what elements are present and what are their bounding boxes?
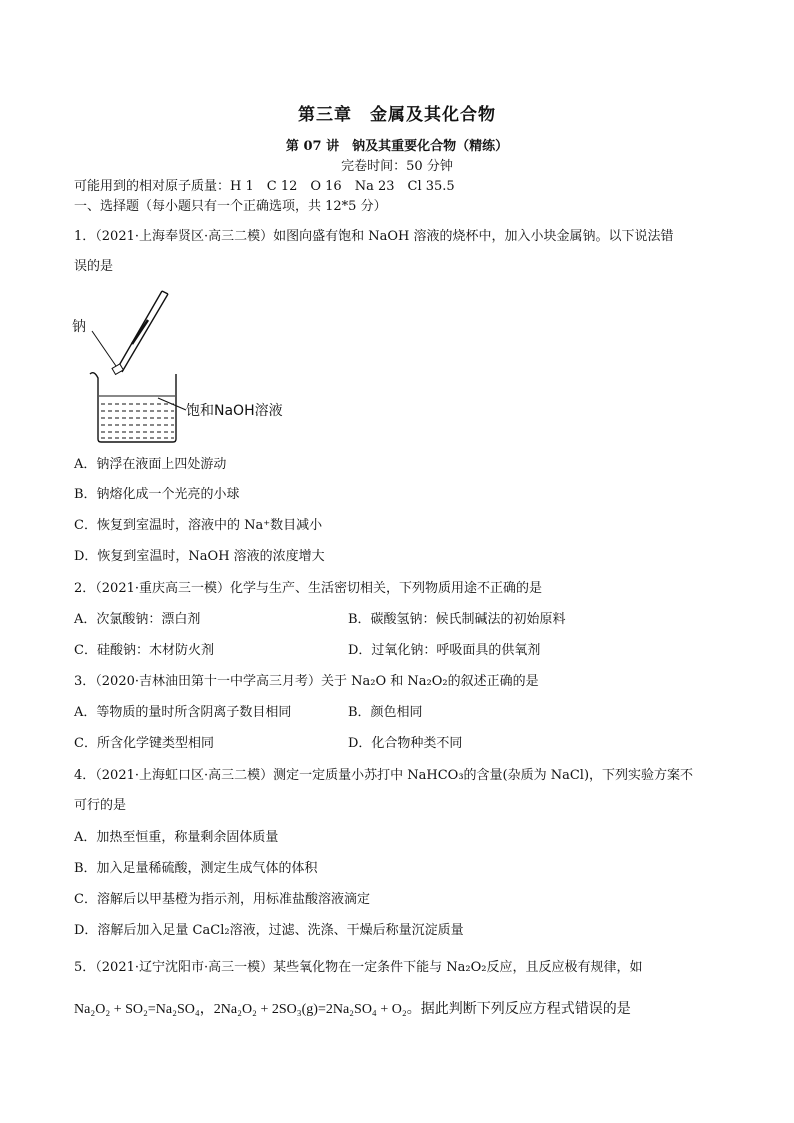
figure-label-na: 钠 — [72, 319, 86, 335]
q5-stem-line2: Na₂O₂ + SO₂=Na₂SO₄，2Na₂O₂ + 2SO₃(g)=2Na₂SO₄ + O₂。据此判断下列反应方程式错误的是 — [74, 1002, 631, 1017]
section-heading: 一、选择题（每小题只有一个正确选项，共 12*5 分） — [74, 199, 387, 214]
q3-option-d: D．化合物种类不同 — [348, 736, 463, 751]
q4-option-a: A．加热至恒重，称量剩余固体质量 — [74, 830, 279, 845]
atomic-masses: 可能用到的相对原子质量：H 1 C 12 O 16 Na 23 Cl 35.5 — [74, 179, 455, 194]
tweezers-icon — [112, 291, 168, 374]
q1-option-d: D．恢复到室温时，NaOH 溶液的浓度增大 — [74, 549, 325, 564]
q2-option-c: C．硅酸钠：木材防火剂 — [74, 643, 214, 658]
chapter-title: 第三章 金属及其化合物 — [298, 105, 496, 125]
q3-stem: 3．（2020·吉林油田第十一中学高三月考）关于 Na₂O 和 Na₂O₂的叙述正确的是 — [74, 674, 539, 689]
q4-option-b: B．加入足量稀硫酸，测定生成气体的体积 — [74, 861, 318, 876]
q1-option-a: A．钠浮在液面上四处游动 — [74, 457, 227, 472]
q2-stem: 2．（2021·重庆高三一模）化学与生产、生活密切相关，下列物质用途不正确的是 — [74, 581, 542, 596]
solution-hatching — [101, 404, 174, 438]
q5-stem-line1: 5．（2021·辽宁沈阳市·高三一模）某些氧化物在一定条件下能与 Na₂O₂反应，且反应极有规律，如 — [74, 960, 643, 975]
q4-stem-line2: 可行的是 — [74, 798, 127, 813]
q2-option-d: D．过氧化钠：呼吸面具的供氧剂 — [348, 643, 541, 658]
q3-option-b: B．颜色相同 — [348, 705, 423, 720]
q1-option-b: B．钠熔化成一个光亮的小球 — [74, 487, 240, 502]
q4-option-c: C．溶解后以甲基橙为指示剂，用标准盐酸溶液滴定 — [74, 892, 370, 907]
q1-stem-line2: 误的是 — [74, 259, 114, 274]
q1-stem-line1: 1．（2021·上海奉贤区·高三二模）如图向盛有饱和 NaOH 溶液的烧杯中，加入小块金属钠。以下说法错 — [74, 229, 674, 244]
q4-option-d: D．溶解后加入足量 CaCl₂溶液，过滤、洗涤、干燥后称量沉淀质量 — [74, 923, 464, 938]
q1-option-c: C．恢复到室温时，溶液中的 Na⁺数目减小 — [74, 518, 323, 533]
time-limit: 完卷时间：50 分钟 — [341, 159, 453, 174]
q3-option-c: C．所含化学键类型相同 — [74, 736, 214, 751]
q3-option-a: A．等物质的量时所含阴离子数目相同 — [74, 705, 292, 720]
q2-option-a: A．次氯酸钠：漂白剂 — [74, 612, 201, 627]
q4-stem-line1: 4．（2021·上海虹口区·高三二模）测定一定质量小苏打中 NaHCO₃的含量(杂质为 NaCl)，下列实验方案不 — [74, 768, 694, 783]
figure-label-solution: 饱和NaOH溶液 — [186, 403, 283, 419]
beaker-figure — [70, 286, 310, 448]
lecture-title: 第 07 讲 钠及其重要化合物（精练） — [285, 139, 509, 154]
q2-option-b: B．碳酸氢钠：候氏制碱法的初始原料 — [348, 612, 566, 627]
